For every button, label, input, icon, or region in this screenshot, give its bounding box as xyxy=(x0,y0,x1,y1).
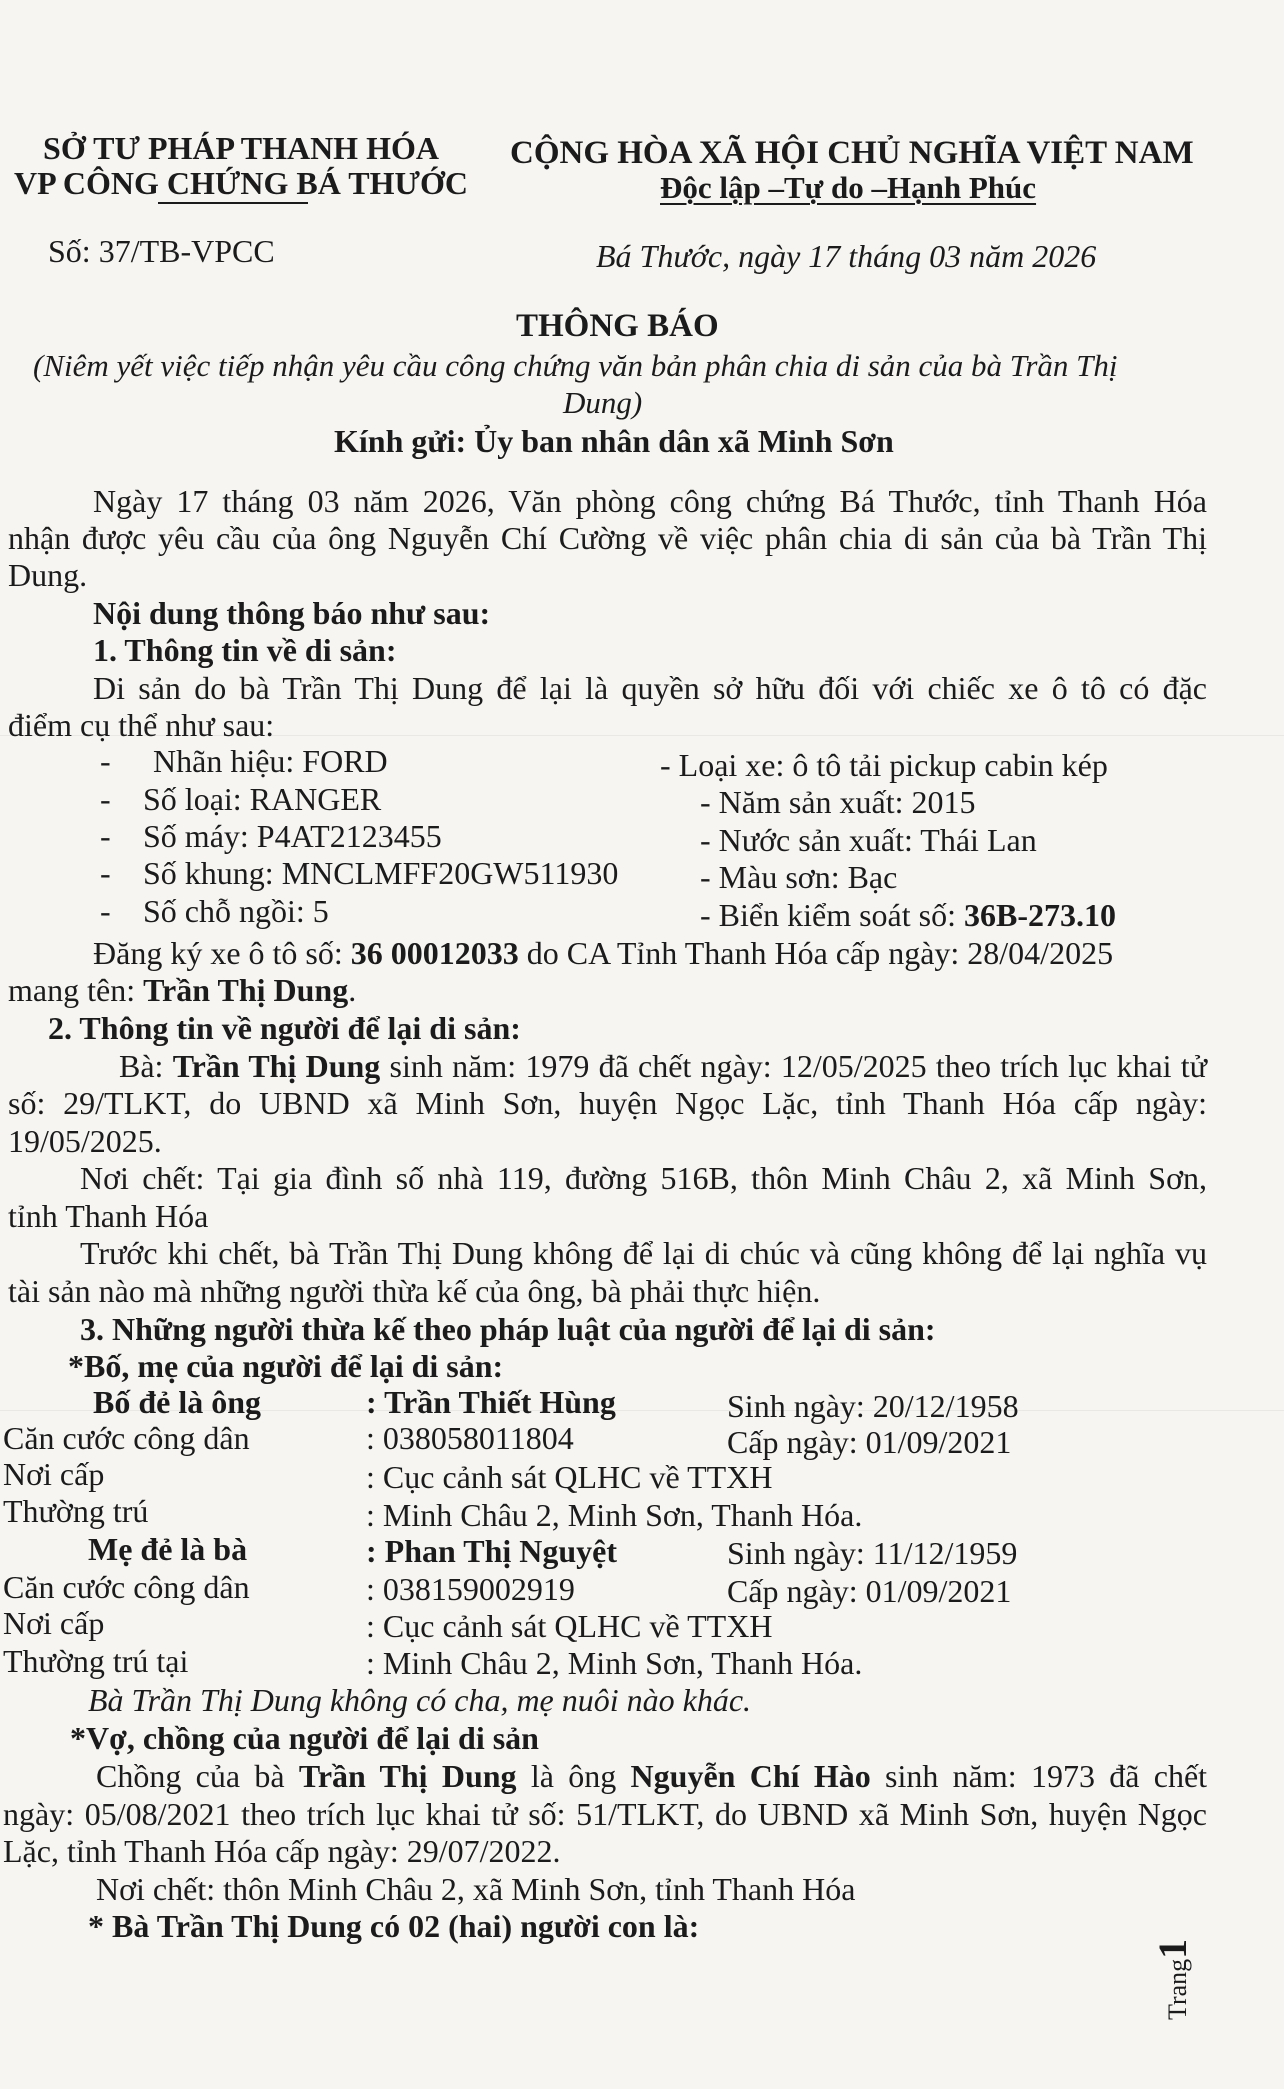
deceased-name: Trần Thị Dung xyxy=(172,1048,381,1084)
spouse-details: sinh năm: 1973 đã chết xyxy=(870,1758,1208,1794)
owner-line xyxy=(8,972,356,1008)
nation-title: CỘNG HÒA XÃ HỘI CHỦ NGHĨA VIỆT NAM xyxy=(510,135,1194,171)
vehicle-model: Số loại: RANGER xyxy=(143,781,382,817)
vehicle-plate xyxy=(700,897,1116,933)
registration-line xyxy=(93,935,1113,971)
owner-suffix: . xyxy=(348,972,357,1008)
vehicle-plate-value: 36B-273.10 xyxy=(963,897,1116,933)
org-underline xyxy=(158,202,308,204)
content-heading: Nội dung thông báo như sau: xyxy=(93,595,491,631)
father-id-label: Căn cước công dân xyxy=(3,1420,250,1456)
org-name-line1: SỞ TƯ PHÁP THANH HÓA xyxy=(43,130,439,166)
section2-p2-line1: Nơi chết: Tại gia đình số nhà 119, đường 516B, thôn Minh Châu 2, xã Minh Sơn, xyxy=(80,1160,1207,1196)
mother-id-issue-date: Cấp ngày: 01/09/2021 xyxy=(727,1573,1012,1609)
registration-issuer: do CA Tỉnh Thanh Hóa cấp ngày: 28/04/2025 xyxy=(518,935,1114,971)
document-title: THÔNG BÁO xyxy=(516,308,719,344)
deceased-prefix: Bà: xyxy=(119,1048,173,1084)
list-bullet: - xyxy=(100,818,111,854)
vehicle-chassis-number: Số khung: MNCLMFF20GW511930 xyxy=(143,855,619,891)
spouse-mid: là ông xyxy=(516,1758,631,1794)
spouse-prefix: Chồng của bà xyxy=(96,1758,299,1794)
father-id-value: : 038058011804 xyxy=(366,1420,574,1456)
section2-p3-line2: tài sản nào mà những người thừa kế của ông, bà phải thực hiện. xyxy=(8,1273,821,1309)
list-bullet: - xyxy=(100,781,111,817)
no-adoptive-parents-note: Bà Trần Thị Dung không có cha, mẹ nuôi nào khác. xyxy=(88,1682,752,1718)
mother-role: Mẹ đẻ là bà xyxy=(88,1531,248,1567)
section2-p1-line2: số: 29/TLKT, do UBND xã Minh Sơn, huyện Ngọc Lặc, tỉnh Thanh Hóa cấp ngày: xyxy=(8,1085,1207,1121)
section2-p2-line2: tỉnh Thanh Hóa xyxy=(8,1198,209,1234)
intro-line1: Ngày 17 tháng 03 năm 2026, Văn phòng công chứng Bá Thước, tỉnh Thanh Hóa xyxy=(93,483,1207,519)
section2-p3-line1: Trước khi chết, bà Trần Thị Dung không để lại di chúc và cũng không để lại nghĩa vụ xyxy=(80,1235,1207,1271)
spouse-husband-name: Nguyễn Chí Hào xyxy=(630,1758,871,1794)
mother-name: : Phan Thị Nguyệt xyxy=(366,1533,618,1569)
vehicle-seats: Số chỗ ngồi: 5 xyxy=(143,893,329,929)
mother-id-value: : 038159002919 xyxy=(366,1571,575,1607)
spouse-heading: *Vợ, chồng của người để lại di sản xyxy=(70,1720,539,1756)
recipient-line: Kính gửi: Ủy ban nhân dân xã Minh Sơn xyxy=(334,423,894,459)
section2-p1-line3: 19/05/2025. xyxy=(8,1123,162,1159)
parents-heading: *Bố, mẹ của người để lại di sản: xyxy=(68,1348,504,1384)
document-subtitle-line1: (Niêm yết việc tiếp nhận yêu cầu công chứng văn bản phân chia di sản của bà Trần Thị xyxy=(33,348,1118,383)
intro-line2: nhận được yêu cầu của ông Nguyễn Chí Cường về việc phân chia di sản của bà Trần Thị xyxy=(8,520,1207,556)
org-name-line2: VP CÔNG CHỨNG BÁ THƯỚC xyxy=(14,165,468,201)
spouse-line2: ngày: 05/08/2021 theo trích lục khai tử số: 51/TLKT, do UBND xã Minh Sơn, huyện Ngọc xyxy=(3,1796,1207,1832)
document-number: Số: 37/TB-VPCC xyxy=(48,233,275,269)
children-heading: * Bà Trần Thị Dung có 02 (hai) người con là: xyxy=(88,1908,700,1944)
page-indicator xyxy=(1150,1938,1196,2020)
page-number: 1 xyxy=(1150,1938,1195,1959)
registration-label: Đăng ký xe ô tô số: xyxy=(93,935,351,971)
father-place-value: : Cục cảnh sát QLHC về TTXH xyxy=(366,1459,773,1495)
father-residence-label: Thường trú xyxy=(3,1493,149,1529)
list-bullet: - xyxy=(100,743,111,779)
vehicle-brand: Nhãn hiệu: FORD xyxy=(153,743,388,779)
vehicle-color: - Màu sơn: Bạc xyxy=(700,859,898,895)
section1-desc-line1: Di sản do bà Trần Thị Dung để lại là quyền sở hữu đối với chiếc xe ô tô có đặc xyxy=(93,670,1207,706)
mother-residence-label: Thường trú tại xyxy=(3,1643,189,1679)
place-and-date: Bá Thước, ngày 17 tháng 03 năm 2026 xyxy=(596,238,1097,274)
page-label: Trang xyxy=(1163,1958,1192,2020)
mother-place-value: : Cục cảnh sát QLHC về TTXH xyxy=(366,1608,773,1644)
vehicle-type: - Loại xe: ô tô tải pickup cabin kép xyxy=(660,747,1108,783)
mother-dob: Sinh ngày: 11/12/1959 xyxy=(727,1535,1018,1571)
section2-p1-line1 xyxy=(119,1048,1207,1084)
deceased-details: sinh năm: 1979 đã chết ngày: 12/05/2025 theo trích lục khai tử xyxy=(380,1048,1208,1084)
mother-place-label: Nơi cấp xyxy=(3,1605,105,1641)
section2-heading: 2. Thông tin về người để lại di sản: xyxy=(48,1010,521,1046)
spouse-wife-name: Trần Thị Dung xyxy=(298,1758,517,1794)
father-residence-value: : Minh Châu 2, Minh Sơn, Thanh Hóa. xyxy=(366,1497,863,1533)
section1-heading: 1. Thông tin về di sản: xyxy=(93,632,397,668)
father-dob: Sinh ngày: 20/12/1958 xyxy=(727,1388,1019,1424)
spouse-line1 xyxy=(96,1758,1207,1794)
document-subtitle-line2: Dung) xyxy=(563,385,643,420)
section1-desc-line2: điểm cụ thể như sau: xyxy=(8,707,275,743)
father-id-issue-date: Cấp ngày: 01/09/2021 xyxy=(727,1424,1012,1460)
owner-name: Trần Thị Dung xyxy=(143,972,349,1008)
intro-line3: Dung. xyxy=(8,557,88,593)
vehicle-plate-label: - Biển kiểm soát số: xyxy=(700,897,964,933)
list-bullet: - xyxy=(100,855,111,891)
registration-number: 36 00012033 xyxy=(350,935,519,971)
father-place-label: Nơi cấp xyxy=(3,1456,105,1492)
nation-motto: Độc lập –Tự do –Hạnh Phúc xyxy=(660,170,1037,205)
vehicle-year: - Năm sản xuất: 2015 xyxy=(700,784,976,820)
owner-label: mang tên: xyxy=(8,972,144,1008)
section3-heading: 3. Những người thừa kế theo pháp luật của người để lại di sản: xyxy=(80,1311,936,1347)
spouse-line3: Lặc, tỉnh Thanh Hóa cấp ngày: 29/07/2022. xyxy=(3,1833,561,1869)
father-name: : Trần Thiết Hùng xyxy=(366,1384,616,1420)
spouse-death-place: Nơi chết: thôn Minh Châu 2, xã Minh Sơn, tỉnh Thanh Hóa xyxy=(96,1871,856,1907)
mother-id-label: Căn cước công dân xyxy=(3,1569,250,1605)
father-role: Bố đẻ là ông xyxy=(93,1384,262,1420)
list-bullet: - xyxy=(100,893,111,929)
vehicle-engine-number: Số máy: P4AT2123455 xyxy=(143,818,442,854)
vehicle-origin: - Nước sản xuất: Thái Lan xyxy=(700,822,1037,858)
mother-residence-value: : Minh Châu 2, Minh Sơn, Thanh Hóa. xyxy=(366,1645,863,1681)
